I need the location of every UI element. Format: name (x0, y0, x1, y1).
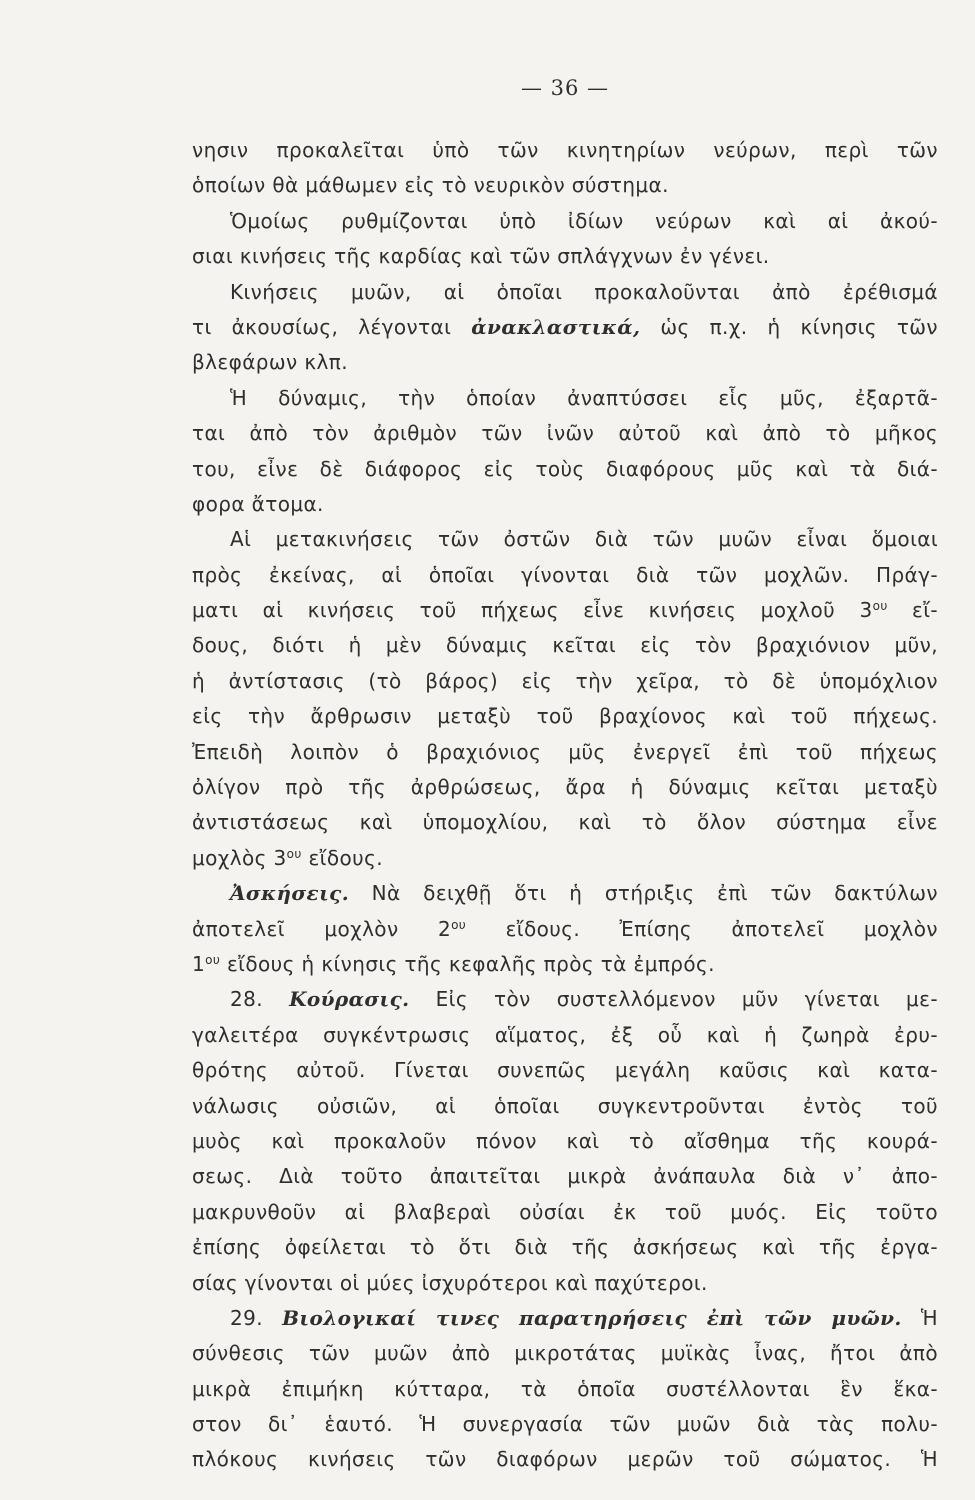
text-line: μοχλὸς $3^{o\upsilon}$ εἴδους. (192, 845, 383, 870)
text-line: πρὸς ἐκείνας, αἱ ὁποῖαι γίνονται διὰ τῶν μοχλῶν. Πράγ- (192, 562, 938, 587)
text-line: 28. Κούρασις. Εἰς τὸν συστελλόμενον μῦν γίνεται με- (230, 987, 938, 1012)
body-text (192, 133, 938, 1478)
text-line: τι ἀκουσίως, λέγονται ἀνακλαστικά, ὡς π.χ. ἡ κίνησις τῶν (192, 314, 938, 339)
text-line: 29. Βιολογικαί τινες παρατηρήσεις ἐπὶ τῶν μυῶν. Ἡ (230, 1305, 938, 1330)
text-line: μακρυνθοῦν αἱ βλαβεραὶ οὐσίαι ἐκ τοῦ μυός. Εἰς τοῦτο (192, 1199, 938, 1224)
text-line: $1^{o\upsilon}$ εἴδους ἡ κίνησις τῆς κεφαλῆς πρὸς τὰ ἐμπρός. (192, 951, 715, 976)
text-line: σεως. Διὰ τοῦτο ἀπαιτεῖται μικρὰ ἀνάπαυλα διὰ ν᾿ ἀπο- (192, 1164, 938, 1189)
text-line: μικρὰ ἐπιμήκη κύτταρα, τὰ ὁποῖα συστέλλονται ἓν ἕκα- (192, 1376, 938, 1401)
text-line: εἰς τὴν ἄρθρωσιν μεταξὺ τοῦ βραχίονος καὶ τοῦ πήχεως. (192, 704, 938, 729)
text-line: βλεφάρων κλπ. (192, 350, 348, 375)
page-number: — 36 — (520, 76, 610, 100)
text-line: πλόκους κινήσεις τῶν διαφόρων μερῶν τοῦ σώματος. Ἡ (192, 1447, 938, 1472)
text-line: ἐπίσης ὀφείλεται τὸ ὅτι διὰ τῆς ἀσκήσεως καὶ τῆς ἐργα- (192, 1235, 938, 1260)
text-line: φορα ἄτομα. (192, 491, 324, 516)
text-line: δους, διότι ἡ μὲν δύναμις κεῖται εἰς τὸν βραχιόνιον μῦν, (192, 633, 938, 658)
text-line: μυὸς καὶ προκαλοῦν πόνον καὶ τὸ αἴσθημα τῆς κουρά- (192, 1128, 938, 1153)
text-line: θρότης αὐτοῦ. Γίνεται συνεπῶς μεγάλη καῦσις καὶ κατα- (192, 1058, 938, 1083)
text-line: ἡ ἀντίστασις (τὸ βάρος) εἰς τὴν χεῖρα, τὸ δὲ ὑπομόχλιον (192, 668, 938, 693)
text-line: στον δι᾿ ἑαυτό. Ἡ συνεργασία τῶν μυῶν διὰ τὰς πολυ- (192, 1412, 938, 1437)
text-line: νάλωσις οὐσιῶν, αἱ ὁποῖαι συγκεντροῦνται ἐντὸς τοῦ (192, 1093, 938, 1118)
text-line: ματι αἱ κινήσεις τοῦ πήχεως εἶνε κινήσεις μοχλοῦ $3^{o\upsilon}$ εἴ- (192, 598, 938, 623)
text-line: Ἀσκήσεις. Νὰ δειχθῇ ὅτι ἡ στήριξις ἐπὶ τῶν δακτύλων (230, 881, 938, 906)
term-bold: ἀνακλαστικά, (471, 314, 641, 339)
text-line: Κινήσεις μυῶν, αἱ ὁποῖαι προκαλοῦνται ἀπὸ ἐρέθισμά (230, 279, 938, 304)
text-line: γαλειτέρα συγκέντρωσις αἵματος, ἐξ οὗ καὶ ἡ ζωηρὰ ἐρυ- (192, 1022, 938, 1047)
text-line: ἀντιστάσεως καὶ ὑπομοχλίου, καὶ τὸ ὅλον σύστημα εἶνε (192, 810, 938, 835)
section-heading-biology: Βιολογικαί τινες παρατηρήσεις ἐπὶ τῶν μυῶν. (282, 1305, 902, 1330)
text-line: νησιν προκαλεῖται ὑπὸ τῶν κινητηρίων νεύρων, περὶ τῶν (192, 138, 938, 162)
text-line: ται ἀπὸ τὸν ἀριθμὸν τῶν ἰνῶν αὐτοῦ καὶ ἀπὸ τὸ μῆκος (192, 421, 938, 446)
text-line: σιαι κινήσεις τῆς καρδίας καὶ τῶν σπλάγχνων ἐν γένει. (192, 244, 770, 269)
text-line: Ὁμοίως ρυθμίζονται ὑπὸ ἰδίων νεύρων καὶ αἱ ἀκού- (230, 208, 938, 233)
text-line: σύνθεσις τῶν μυῶν ἀπὸ μικροτάτας μυϊκὰς ἶνας, ἤτοι ἀπὸ (192, 1341, 938, 1366)
section-heading-fatigue: Κούρασις. (289, 987, 410, 1012)
text-line: Αἱ μετακινήσεις τῶν ὀστῶν διὰ τῶν μυῶν εἶναι ὅμοιαι (230, 527, 938, 552)
text-line: του, εἶνε δὲ διάφορος εἰς τοὺς διαφόρους μῦς καὶ τὰ διά- (192, 456, 938, 481)
text-line: ὁποίων θὰ μάθωμεν εἰς τὸ νευρικὸν σύστημα. (192, 173, 669, 198)
text-line: ἀποτελεῖ μοχλὸν $2^{o\upsilon}$ εἴδους. Ἐπίσης ἀποτελεῖ μοχλὸν (192, 916, 938, 941)
text-line: Ἐπειδὴ λοιπὸν ὁ βραχιόνιος μῦς ἐνεργεῖ ἐπὶ τοῦ πήχεως (192, 739, 938, 764)
text-line: Ἡ δύναμις, τὴν ὁποίαν ἀναπτύσσει εἷς μῦς, ἐξαρτᾶ- (230, 385, 938, 410)
text-line: σίας γίνονται οἱ μύες ἰσχυρότεροι καὶ παχύτεροι. (192, 1270, 708, 1295)
heading-exercises: Ἀσκήσεις. (230, 881, 350, 906)
text-line: ὀλίγον πρὸ τῆς ἀρθρώσεως, ἄρα ἡ δύναμις κεῖται μεταξὺ (192, 775, 938, 800)
